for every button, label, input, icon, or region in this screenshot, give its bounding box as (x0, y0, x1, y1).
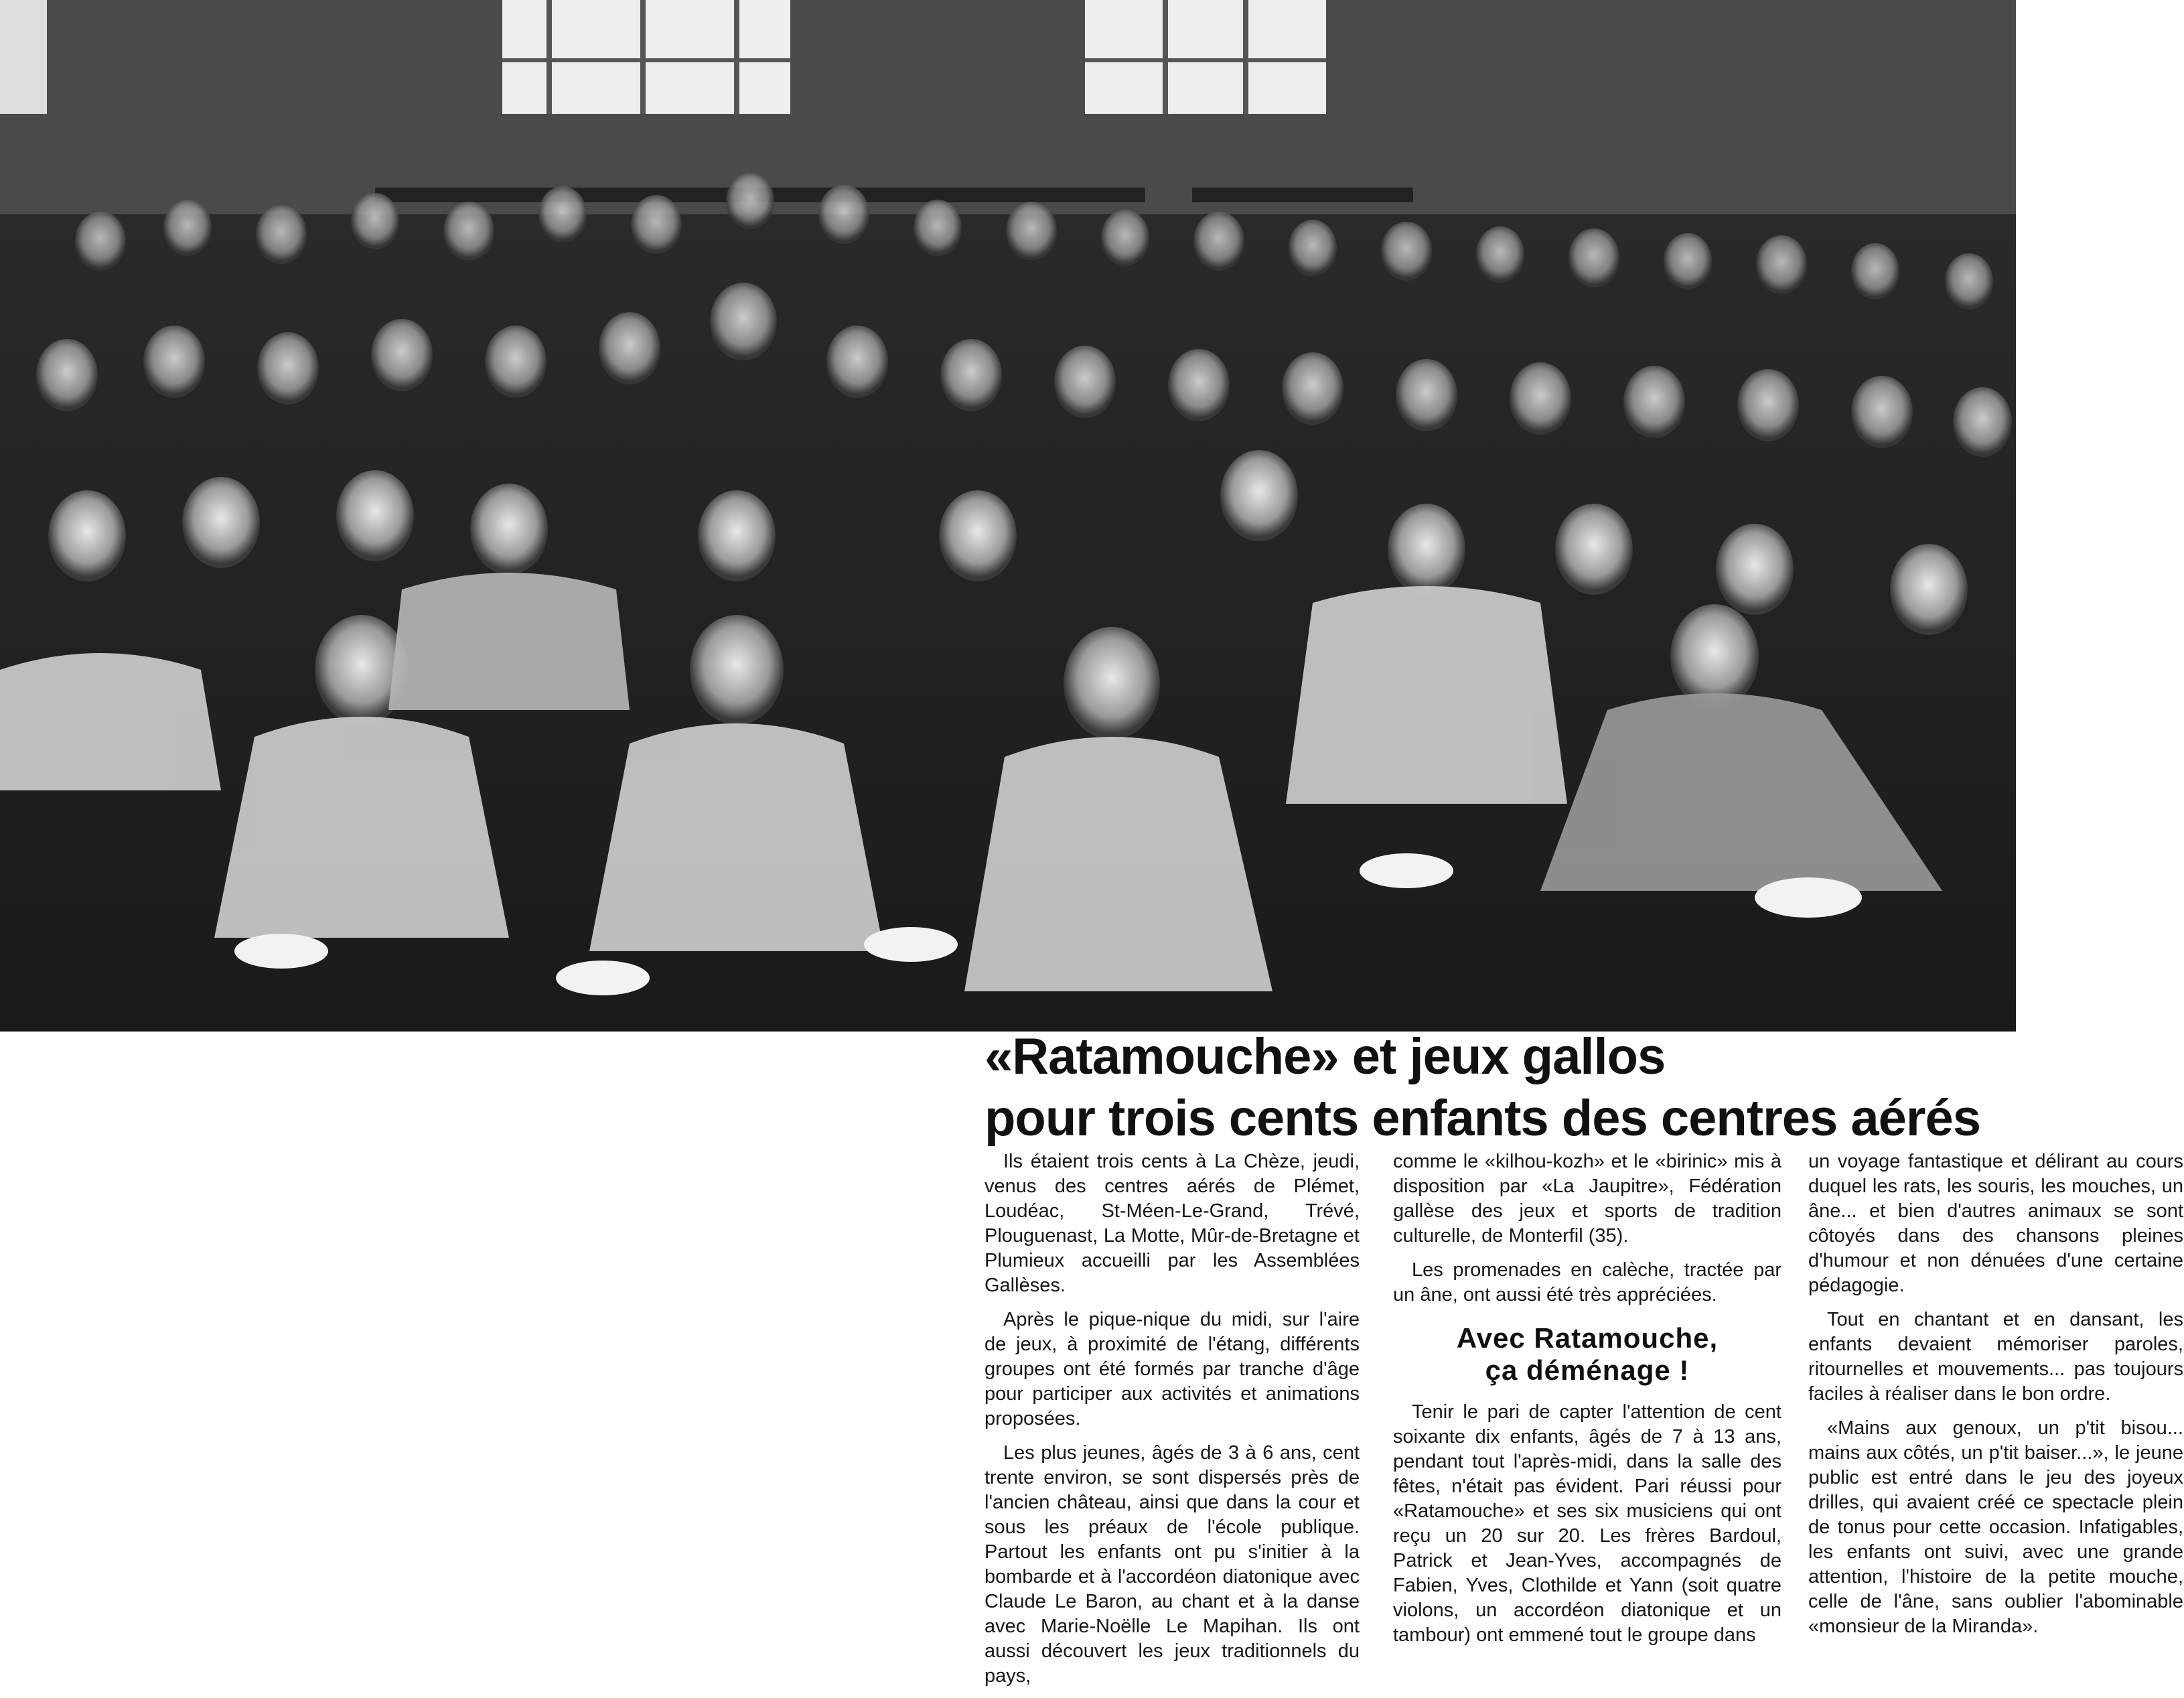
article-column-2 (1393, 1149, 1781, 1657)
paragraph: Ils étaient trois cents à La Chèze, jeudi, venus des centres aérés de Plémet, Loudéac, St-Méen-Le-Grand, Trévé, Plouguenast, La Motte, Mûr-de-Bretagne et Plumieux accueilli par les Assemblées Gallèses. (985, 1151, 1360, 1296)
paragraph: «Mains aux genoux, un p'tit bisou... mains aux côtés, un p'tit baiser...», le jeune public est entré dans le jeu des joyeux drilles, qui avaient créé ce spectacle plein de tonus pour cette occasion. Infatigables, les enfants ont suivi, avec une grande attention, l'histoire de la petite mouche, celle de l'âne, sans oublier l'abominable «monsieur de la Miranda». (1808, 1417, 2183, 1637)
paragraph: comme le «kilhou-kozh» et le «birinic» mis à disposition par «La Jaupitre», Fédération gallèse des jeux et sports de tradition culturelle, de Monterfil (35). (1393, 1151, 1781, 1247)
paragraph: un voyage fantastique et délirant au cours duquel les rats, les souris, les mouches, un âne... et bien d'autres animaux se sont côtoyés dans des chansons pleines d'humour et non dénuées d'une certaine pédagogie. (1808, 1151, 2183, 1296)
paragraph: Les promenades en calèche, tractée par un âne, ont aussi été très appréciées. (1393, 1259, 1781, 1305)
headline-line-1: «Ratamouche» et jeux gallos (985, 1028, 1666, 1085)
paragraph: Après le pique-nique du midi, sur l'aire de jeux, à proximité de l'étang, différents groupes ont été formés par tranche d'âge pour participer aux activités et animations proposées. (985, 1309, 1360, 1429)
subheading-line-2: ça déménage ! (1485, 1354, 1690, 1386)
article-headline (985, 1026, 2163, 1149)
headline-line-2: pour trois cents enfants des centres aérés (985, 1090, 1981, 1147)
subheading-line-1: Avec Ratamouche, (1456, 1322, 1719, 1354)
window-edge (0, 0, 47, 114)
subheading (1393, 1322, 1781, 1387)
paragraph: Tenir le pari de capter l'attention de cent soixante dix enfants, âgés de 7 à 13 ans, pendant tout l'après-midi, dans la salle des fêtes, n'était pas évident. Pari réussi pour «Ratamouche» et ses six musiciens qui ont reçu un 20 sur 20. Les frères Bardoul, Patrick et Jean-Yves, accompagnés de Fabien, Yves, Clothilde et Yann (soit quatre violons, un accordéon diatonique et un tambour) ont emmené tout le groupe dans (1393, 1401, 1781, 1646)
window-left (502, 0, 790, 114)
article-column-1 (985, 1149, 1360, 1698)
paragraph: Tout en chantant et en dansant, les enfants devaient mémoriser paroles, ritournelles et mouvements... pas toujours faciles à réaliser dans le bon ordre. (1808, 1309, 2183, 1405)
article-column-3 (1808, 1149, 2183, 1648)
window-right (1085, 0, 1326, 114)
paragraph: Les plus jeunes, âgés de 3 à 6 ans, cent trente environ, se sont dispersés près de l'ancien château, ainsi que dans la cour et sous les préaux de l'école publique. Partout les enfants ont pu s'initier à la bombarde et à l'accordéon diatonique avec Claude Le Baron, au chant et à la danse avec Marie-Noëlle Le Mapihan. Ils ont aussi découvert les jeux traditionnels du pays, (985, 1442, 1360, 1687)
wall (0, 0, 2016, 214)
